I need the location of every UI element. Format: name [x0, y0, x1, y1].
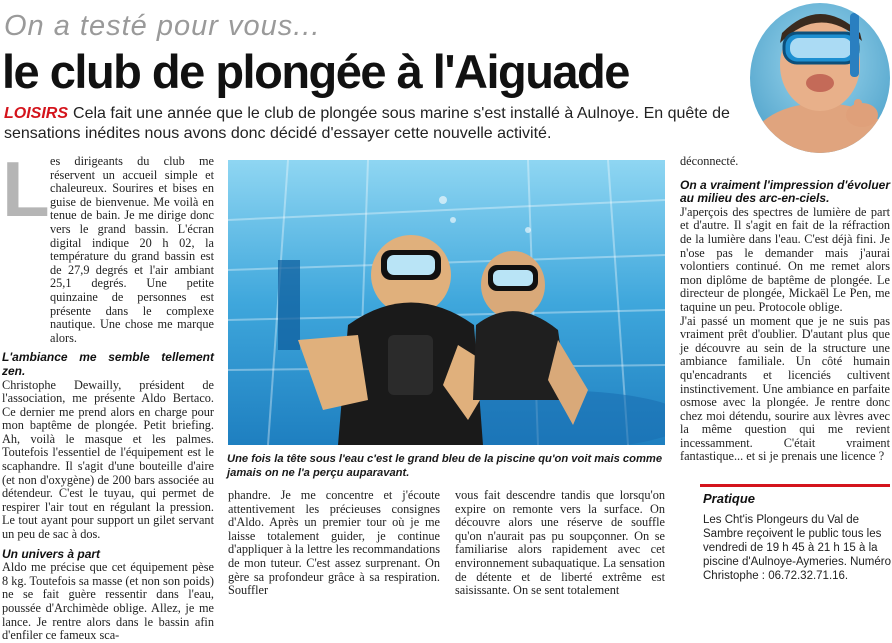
dropcap: L [2, 145, 50, 233]
snorkel-child-photo [750, 3, 890, 153]
article-kicker: On a testé pour vous... [4, 10, 321, 42]
article-lead [4, 104, 744, 144]
paragraph-lumiere: J'aperçois des spectres de lumière de part et d'autre. Il s'agit en fait de la réfraction de la lumière dans l'eau. C'est déjà fini. Je n'ose pas le demander mais j'aurai volontiers continué. On me remet alors mon diplôme de baptême de plongée. Le directeur de plongée, Mickaël Le Pen, me taquine un peu. Protocole oblige. [680, 204, 890, 314]
pratique-rule [700, 484, 890, 487]
column-4 [680, 155, 890, 464]
article-headline: le club de plongée à l'Aiguade [2, 45, 629, 98]
paragraph-equipment: Aldo me précise que cet équipement pèse 8 kg. Toutefois sa masse (et non son poids) ne se fait guère ressentir dans l'eau, poussée d'Archimède oblige. Allez, je me lance. Je rentre alors dans le bassin afin d'enfiler ce fameux sca- [2, 560, 214, 643]
pratique-text: Les Cht'is Plongeurs du Val de Sambre reçoivent le public tous les vendredi de 19 h 45 à 21 h 15 à la piscine d'Aulnoye-Aymeries. Numéro Christophe : 06.72.32.71.16. [703, 514, 891, 582]
rubric-label: LOISIRS [4, 105, 69, 122]
column-4-top: déconnecté. [680, 154, 739, 168]
pratique-title: Pratique [703, 491, 756, 506]
subheading-arc-en-ciel: On a vraiment l'impression d'évoluer au milieu des arc-en-ciels. [680, 177, 890, 206]
column-1 [2, 155, 214, 643]
underwater-divers-photo [228, 160, 665, 445]
column-3 [455, 489, 665, 598]
paragraph-president: Christophe Dewailly, président de l'association, me présente Aldo Bertaco. Ce dernier me prend alors en charge pour mon baptême de plongée. Petit briefing. Ah, voilà le masque et les palmes. Toutefois l'essentiel de l'équipement est le scaphandre. Il s'agit d'une bouteille d'aire (et non d'oxygène) de 200 bars associée au détendeur. C'est le tuyau, qui permet de respirer l'air tout en régulant la pression. Le tout ayant pour support un gilet servant un peu de sac à dos. [2, 377, 214, 542]
photo-caption: Une fois la tête sous l'eau c'est le grand bleu de la piscine qu'on voit mais comme jamais on ne l'a perçu auparavant. [227, 453, 663, 479]
subheading-univers: Un univers à part [2, 546, 101, 561]
subheading-ambiance: L'ambiance me semble tellement zen. [2, 350, 214, 378]
lead-text: Cela fait une année que le club de plongée sous marine s'est installé à Aulnoye. En quête de sensations inédites nous avons donc décidé d'essayer cette nouvelle activité. [4, 105, 730, 142]
column-2 [228, 489, 440, 598]
paragraph-moment: J'ai passé un moment que je ne suis pas vraiment prêt d'oublier. D'autant plus que je découvre au sein de la structure une ambiance familiale. Un côté humain qu'encadrants et licenciés cultivent instinctivement. Une ambiance en parfaite osmose avec la plongée. Je rentre donc chez moi détendu, sourire aux lèvres avec la même question qui me revient incessamment. C'était vraiment fantastique... et si je prenais une licence ? [680, 313, 890, 464]
column-3-text: vous fait descendre tandis que lorsqu'on expire on remonte vers la surface. On découvre alors une réserve de souffle qu'on n'aurait pas pu soupçonner. On se familiarise alors rapidement avec cet environnement subaquatique. La sensation de détente et de liberté extrême est saisissante. On se sent totalement [455, 488, 665, 598]
intro-paragraph: es dirigeants du club me réservent un accueil simple et chaleureux. Sourires et bises en guise de bienvenue. Me voilà en tenue de bain. Je me dirige donc vers le grand bassin. L'écran digital indique 20 h 02, la température du grand bassin est de 27,9 degrés et l'air ambiant 25,1 degrés. Une petite quinzaine de personnes est présente dans le complexe nautique. Une chose me marque alors. [50, 154, 214, 345]
column-2-text: phandre. Je me concentre et j'écoute attentivement les précieuses consignes d'Aldo. Après un premier tour où je me laisse totalement guider, je continue d'appliquer à la lettre les recommandations de mon tuteur. C'est assez surprenant. On gère sa profondeur grâce à sa respiration. Souffler [228, 488, 440, 598]
